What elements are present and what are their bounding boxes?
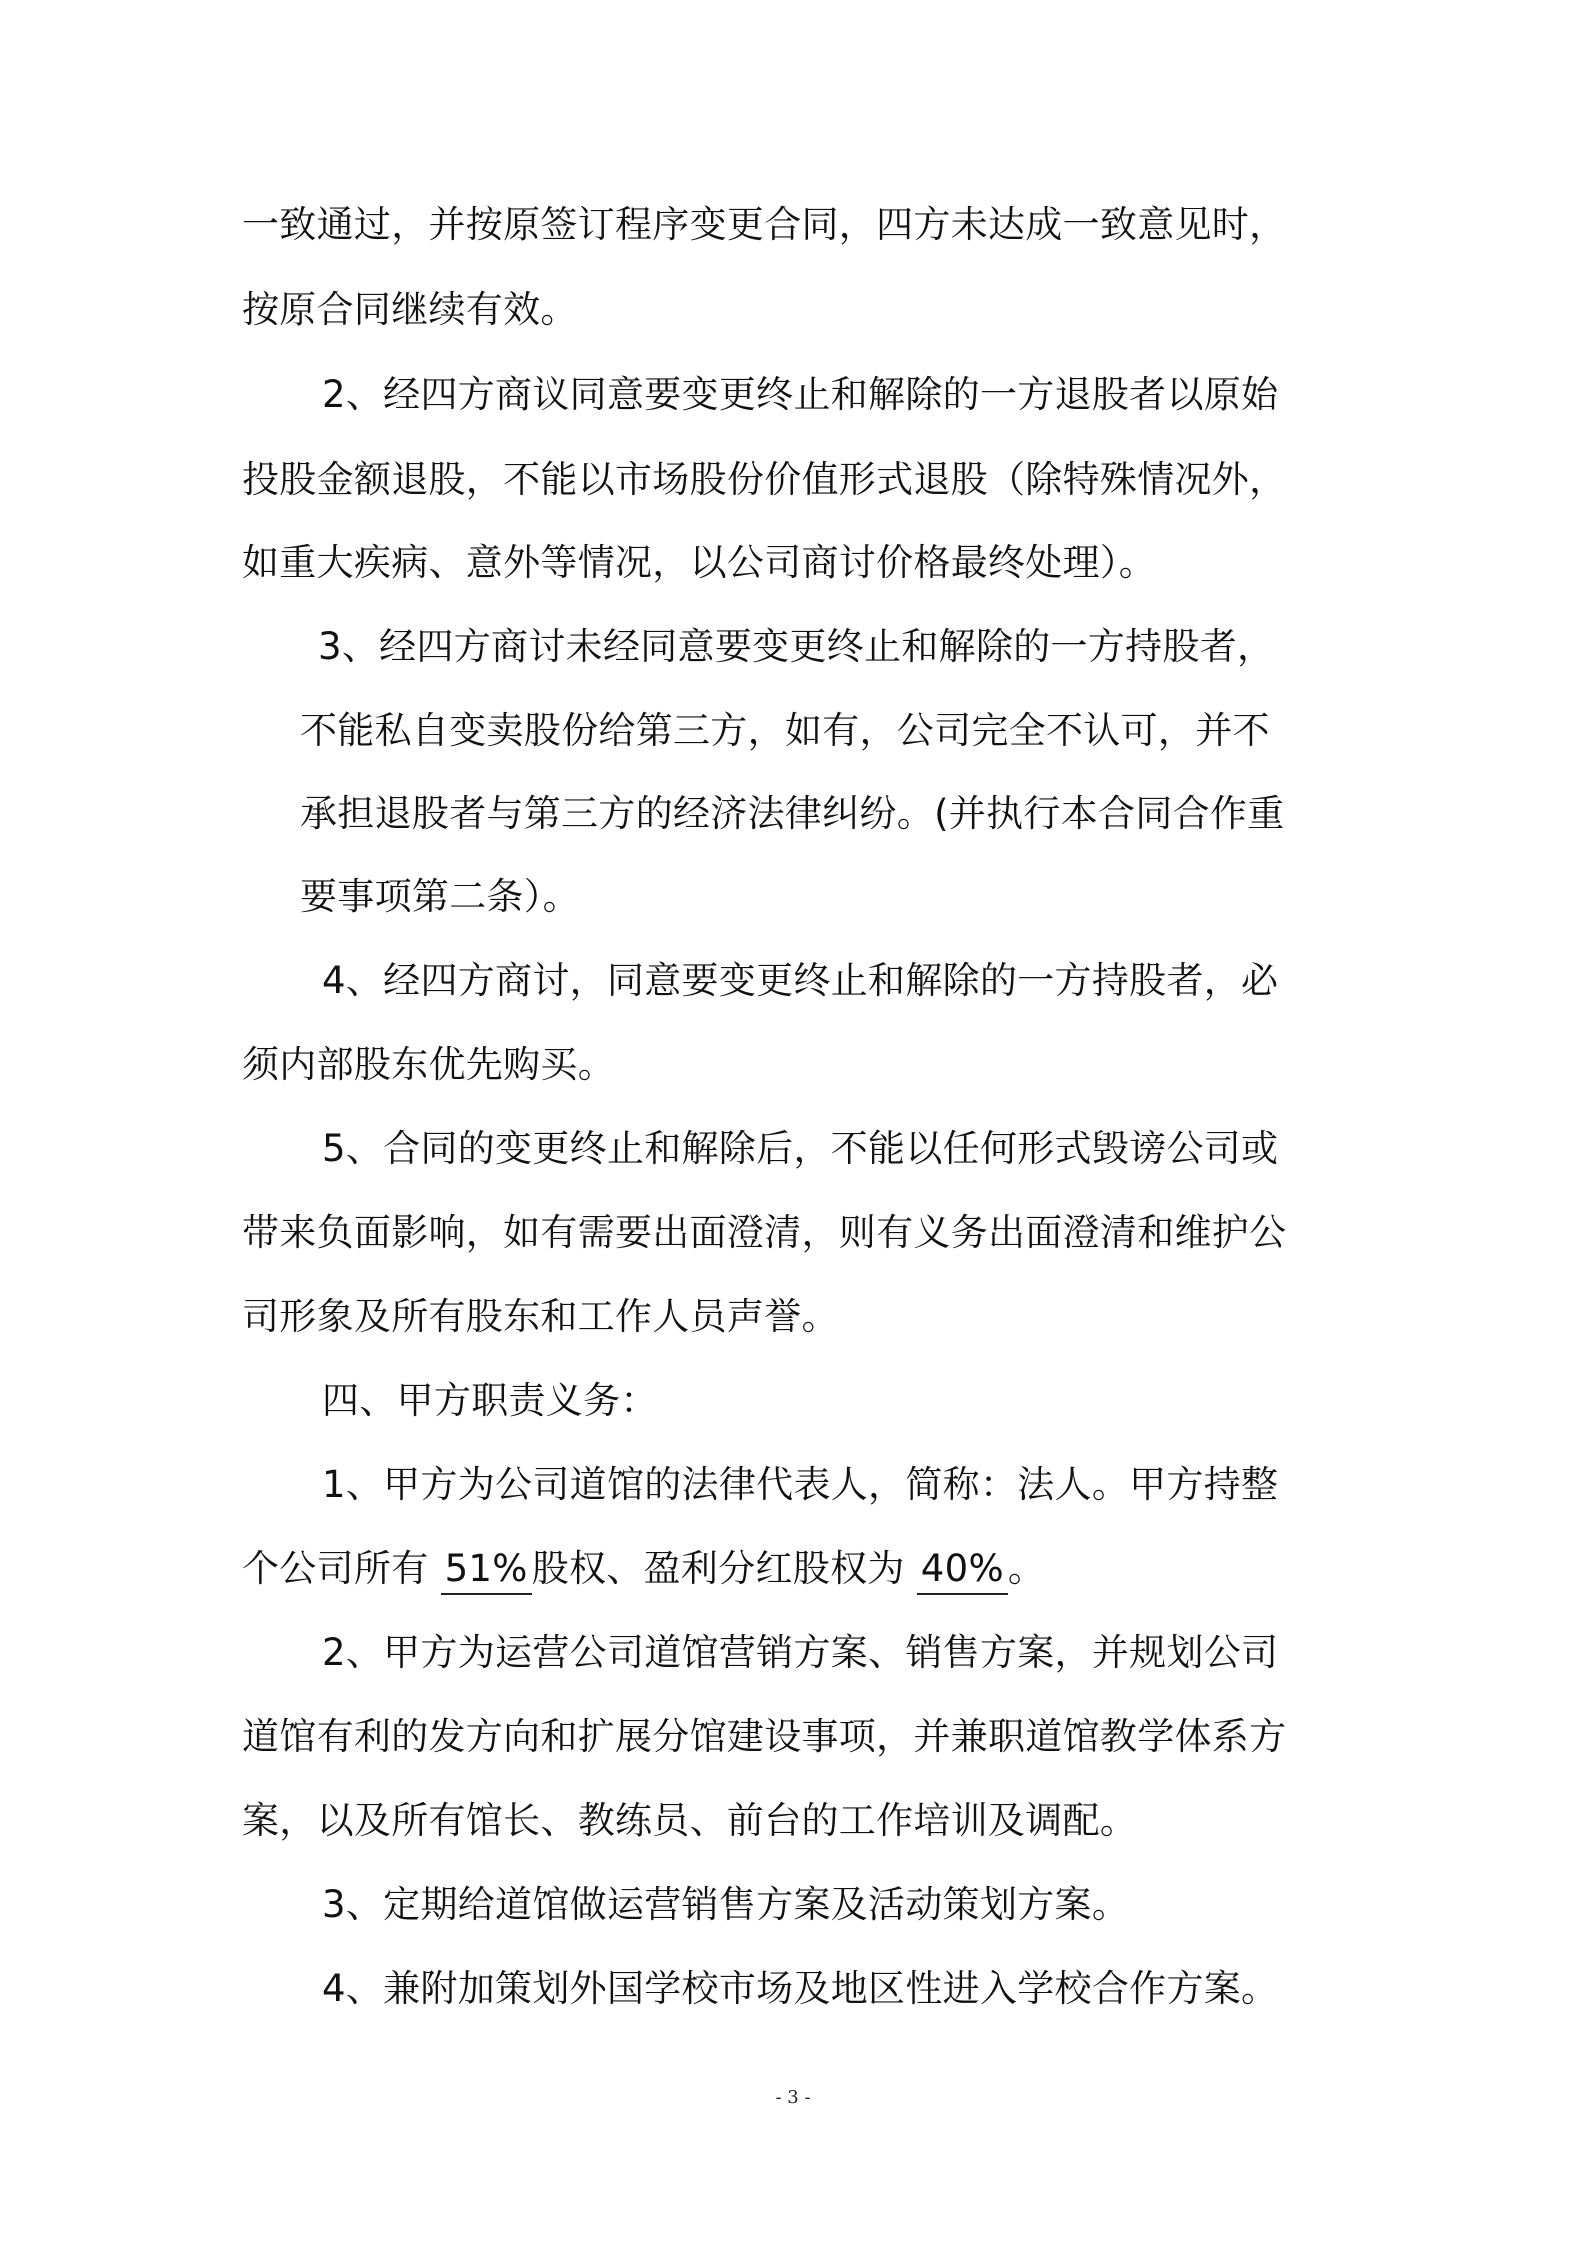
text-line: 4、兼附加策划外国学校市场及地区性进入学校合作方案。 xyxy=(322,1967,1279,2010)
text-line: 2、甲方为运营公司道馆营销方案、销售方案，并规划公司 xyxy=(322,1631,1279,1674)
text-line: 不能私自变卖股份给第三方，如有，公司完全不认可，并不 xyxy=(300,709,1270,752)
text-line: 要事项第二条）。 xyxy=(300,875,580,918)
text-line: 5、合同的变更终止和解除后，不能以任何形式毁谤公司或 xyxy=(322,1127,1279,1170)
text-line: 4、经四方商讨，同意要变更终止和解除的一方持股者，必 xyxy=(322,959,1279,1002)
text-line: 2、经四方商议同意要变更终止和解除的一方退股者以原始 xyxy=(322,373,1279,416)
text-line: 投股金额退股，不能以市场股份价值形式退股（除特殊情况外， xyxy=(242,458,1287,501)
text-line: 按原合同继续有效。 xyxy=(242,288,578,331)
text-line: 个公司所有 51% 股权、盈利分红股权为 40% 。 xyxy=(242,1544,1045,1594)
text-line: 司形象及所有股东和工作人员声誉。 xyxy=(242,1295,839,1338)
text-line: 3、定期给道馆做运营销售方案及活动策划方案。 xyxy=(322,1883,1130,1926)
page-number: - 3 - xyxy=(775,2087,811,2108)
text-line: 一致通过，并按原签订程序变更合同，四方未达成一致意见时， xyxy=(242,203,1287,246)
text-line: 带来负面影响，如有需要出面澄清，则有义务出面澄清和维护公 xyxy=(242,1211,1287,1254)
text-line: 如重大疾病、意外等情况，以公司商讨价格最终处理）。 xyxy=(242,541,1156,584)
text-line: 案，以及所有馆长、教练员、前台的工作培训及调配。 xyxy=(242,1799,1138,1842)
text-line: 承担退股者与第三方的经济法律纠纷。(并执行本合同合作重 xyxy=(300,792,1285,835)
underlined-value: 51% xyxy=(441,1545,532,1595)
text-line: 须内部股东优先购买。 xyxy=(242,1043,615,1086)
text-line: 道馆有利的发方向和扩展分馆建设事项，并兼职道馆教学体系方 xyxy=(242,1715,1287,1758)
text-line: 3、经四方商讨未经同意要变更终止和解除的一方持股者， xyxy=(318,625,1275,668)
underlined-value: 40% xyxy=(917,1545,1008,1595)
text-line: 1、甲方为公司道馆的法律代表人，简称：法人。甲方持整 xyxy=(322,1463,1279,1506)
section-heading: 四、甲方职责义务： xyxy=(322,1379,658,1422)
